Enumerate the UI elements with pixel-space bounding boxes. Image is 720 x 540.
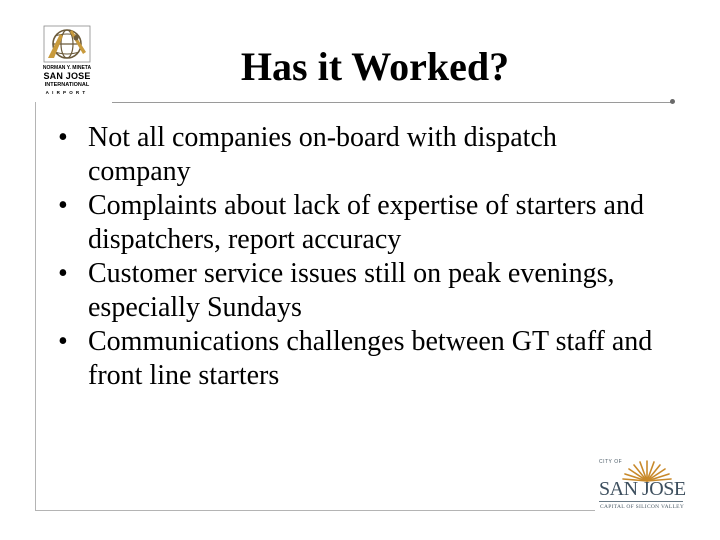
city-logo-rule (599, 501, 683, 502)
airport-logo-line-3: INTERNATIONAL (44, 82, 90, 88)
city-logo-tagline: CAPITAL OF SILICON VALLEY (600, 504, 685, 510)
airport-logo-line-1: NORMAN Y. MINETA (42, 65, 92, 71)
slide-frame-left-rule (35, 102, 36, 510)
bullet-item (58, 257, 658, 325)
bullet-list (58, 121, 658, 393)
bullet-marker: • (58, 258, 68, 289)
bullet-item (58, 121, 658, 189)
bullet-text: Complaints about lack of expertise of starters and dispatchers, report accuracy (88, 190, 644, 255)
airport-globe-icon (36, 22, 98, 66)
bullet-marker: • (58, 190, 68, 221)
slide-title: Has it Worked? (240, 44, 510, 89)
airport-logo (36, 22, 98, 102)
bullet-marker: • (58, 326, 68, 357)
bullet-text: Not all companies on-board with dispatch company (88, 122, 557, 187)
airport-logo-line-2: SAN JOSE (43, 71, 91, 81)
bullet-text: Customer service issues still on peak evenings, especially Sundays (88, 258, 615, 323)
slide-frame-top-rule (112, 102, 672, 103)
slide-frame-bottom-rule (35, 510, 595, 511)
bullet-item (58, 189, 658, 257)
bullet-item (58, 325, 658, 393)
airport-logo-line-4: AIRPORT (45, 90, 89, 95)
city-logo-city-of: CITY OF (599, 459, 623, 465)
bullet-marker: • (58, 122, 68, 153)
bullet-text: Communications challenges between GT staff and front line starters (88, 326, 653, 391)
city-logo (597, 459, 687, 524)
slide-frame-dot (670, 99, 675, 104)
city-logo-name: SAN JOSE (599, 478, 686, 500)
